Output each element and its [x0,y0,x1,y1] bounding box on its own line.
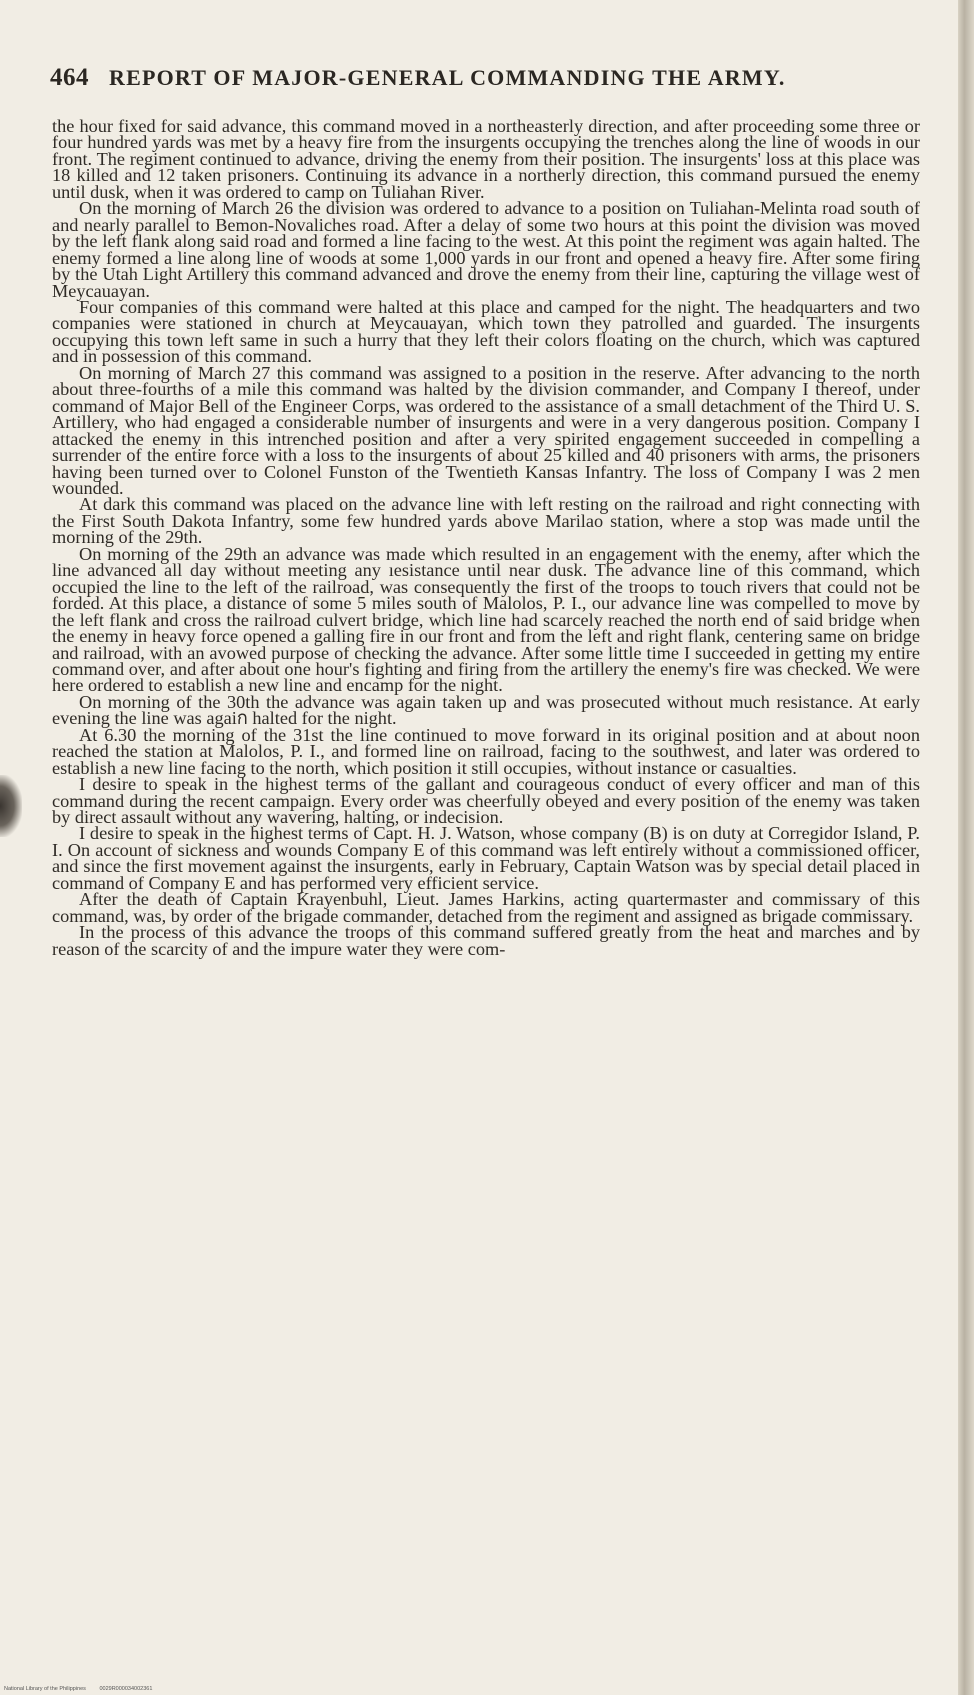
paragraph: After the death of Captain Krayenbuhl, Lieut. James Harkins, acting quartermaster and commissary of this command, was, by order of the brigade commander, detached from the regiment and assigned as brigade commissary. [52,889,920,926]
binding-shadow [0,775,22,837]
paragraph: In the process of this advance the troops of this command suffered greatly from the heat and marches and by reason of the scarcity of and the impure water they were com- [52,922,920,959]
running-title: REPORT OF MAJOR-GENERAL COMMANDING THE ARMY. [109,65,786,90]
paragraph: On the morning of March 26 the division was ordered to advance to a position on Tuliahan-Melinta road south of and nearly parallel to Bemon-Novaliches road. After a delay of some two hours at this point the division was moved by the left flank along said road and formed a line facing to the west. At this point the regiment wɑs again halted. The enemy formed a line along line of woods at some 1,000 yards in our front and opened a heavy fire. After some firing by the Utah Light Artillery this command advanced and drove the enemy from their line, capturing the village west of Meycauayan. [52,198,920,301]
paragraph: At dark this command was placed on the advance line with left resting on the railroad and right connecting with the First South Dakota Infantry, some few hundred yards above Marilao station, where a stop was made until the morning of the 29th. [52,494,920,548]
page-number: 464 [50,64,89,91]
footer-id: 0029R000034002361 [99,1686,153,1692]
body-text [52,118,920,957]
paragraph: Four companies of this command were halted at this place and camped for the night. The headquarters and two companies were stationed in church at Meycauayan, which town they patrolled and guarded. The insurgents occupying this town left same in such a hurry that they left their colors floating on the church, which was captured and in possession of this command. [52,296,920,367]
page-edge [958,0,974,1695]
paragraph: the hour fixed for said advance, this command moved in a northeasterly direction, and after proceeding some three or four hundred yards was met by a heavy fire from the insurgents occupying the trenches along the line of woods in our front. The regiment continued to advance, driving the enemy from their position. The insurgents' loss at this place was 18 killed and 12 taken prisoners. Continuing its advance in a northerly direction, this command pursued the enemy until dusk, when it was ordered to camp on Tuliahan River. [52,116,920,202]
paragraph: On morning of the 29th an advance was made which resulted in an engagement with the enemy, after which the line advanced all day without meeting any ıesistance until near dusk. The advance line of this command, which occupied the line to the left of the railroad, was consequently the first of the troops to touch rivers that could not be forded. At this place, a distance of some 5 miles south of Malolos, P. I., our advance line was compelled to move by the left flank and cross the railroad culvert bridge, which line had scarcely reached the north end of said bridge when the enemy in heavy force opened a galling fire in our front and from the left and right flank, centering same on bridge and railroad, with an avowed purpose of checking the advance. After some little time I succeeded in getting my entire command over, and after about one hour's fighting and firing from the artillery the enemy's fire was checked. We were here ordered to establish a new line and encamp for the night. [52,543,920,696]
page-header [50,64,910,92]
paragraph: I desire to speak in the highest terms of the gallant and courageous conduct of every officer and man of this command during the recent campaign. Every order was cheerfully obeyed and every position of the enemy was taken by direct assault without any wavering, halting, or indecision. [52,774,920,828]
paragraph: On morning of March 27 this command was assigned to a position in the reserve. After advancing to the north about three-fourths of a mile this command was halted by the division commander, and Company I thereof, under command of Major Bell of the Engineer Corps, was ordered to the assistance of a small detachment of the Third U. S. Artillery, who had engaged a considerable number of insurgents and were in a very dangerous position. Company I attacked the enemy in this intrenched position and after a very spirited engagement succeeded in compelling a surrender of the entire force with a loss to the insurgents of about 25 killed and 40 prisoners with arms, the prisoners having been turned over to Colonel Funston of the Twentieth Kansas Infantry. The loss of Company I was 2 men wounded. [52,362,920,498]
footer-library: National Library of the Philippines [4,1686,86,1692]
paragraph: I desire to speak in the highest terms of Capt. H. J. Watson, whose company (B) is on duty at Corregidor Island, P. I. On account of sickness and wounds Company E of this command was left entirely without a commissioned officer, and since the first movement against the insurgents, early in February, Captain Watson was by special detail placed in command of Company E and has performed very efficient service. [52,823,920,893]
paragraph: At 6.30 the morning of the 31st the line continued to move forward in its original position and at about noon reached the station at Malolos, P. I., and formed line on railroad, facing to the southwest, and later was ordered to establish a new line facing to the north, which position it still occupies, without instance or casualties. [52,724,920,778]
paragraph: On morning of the 30th the advance was again taken up and was prosecuted without much resistance. At early evening the line was agaiก halted for the night. [52,691,920,729]
scan-footer [4,1686,152,1692]
